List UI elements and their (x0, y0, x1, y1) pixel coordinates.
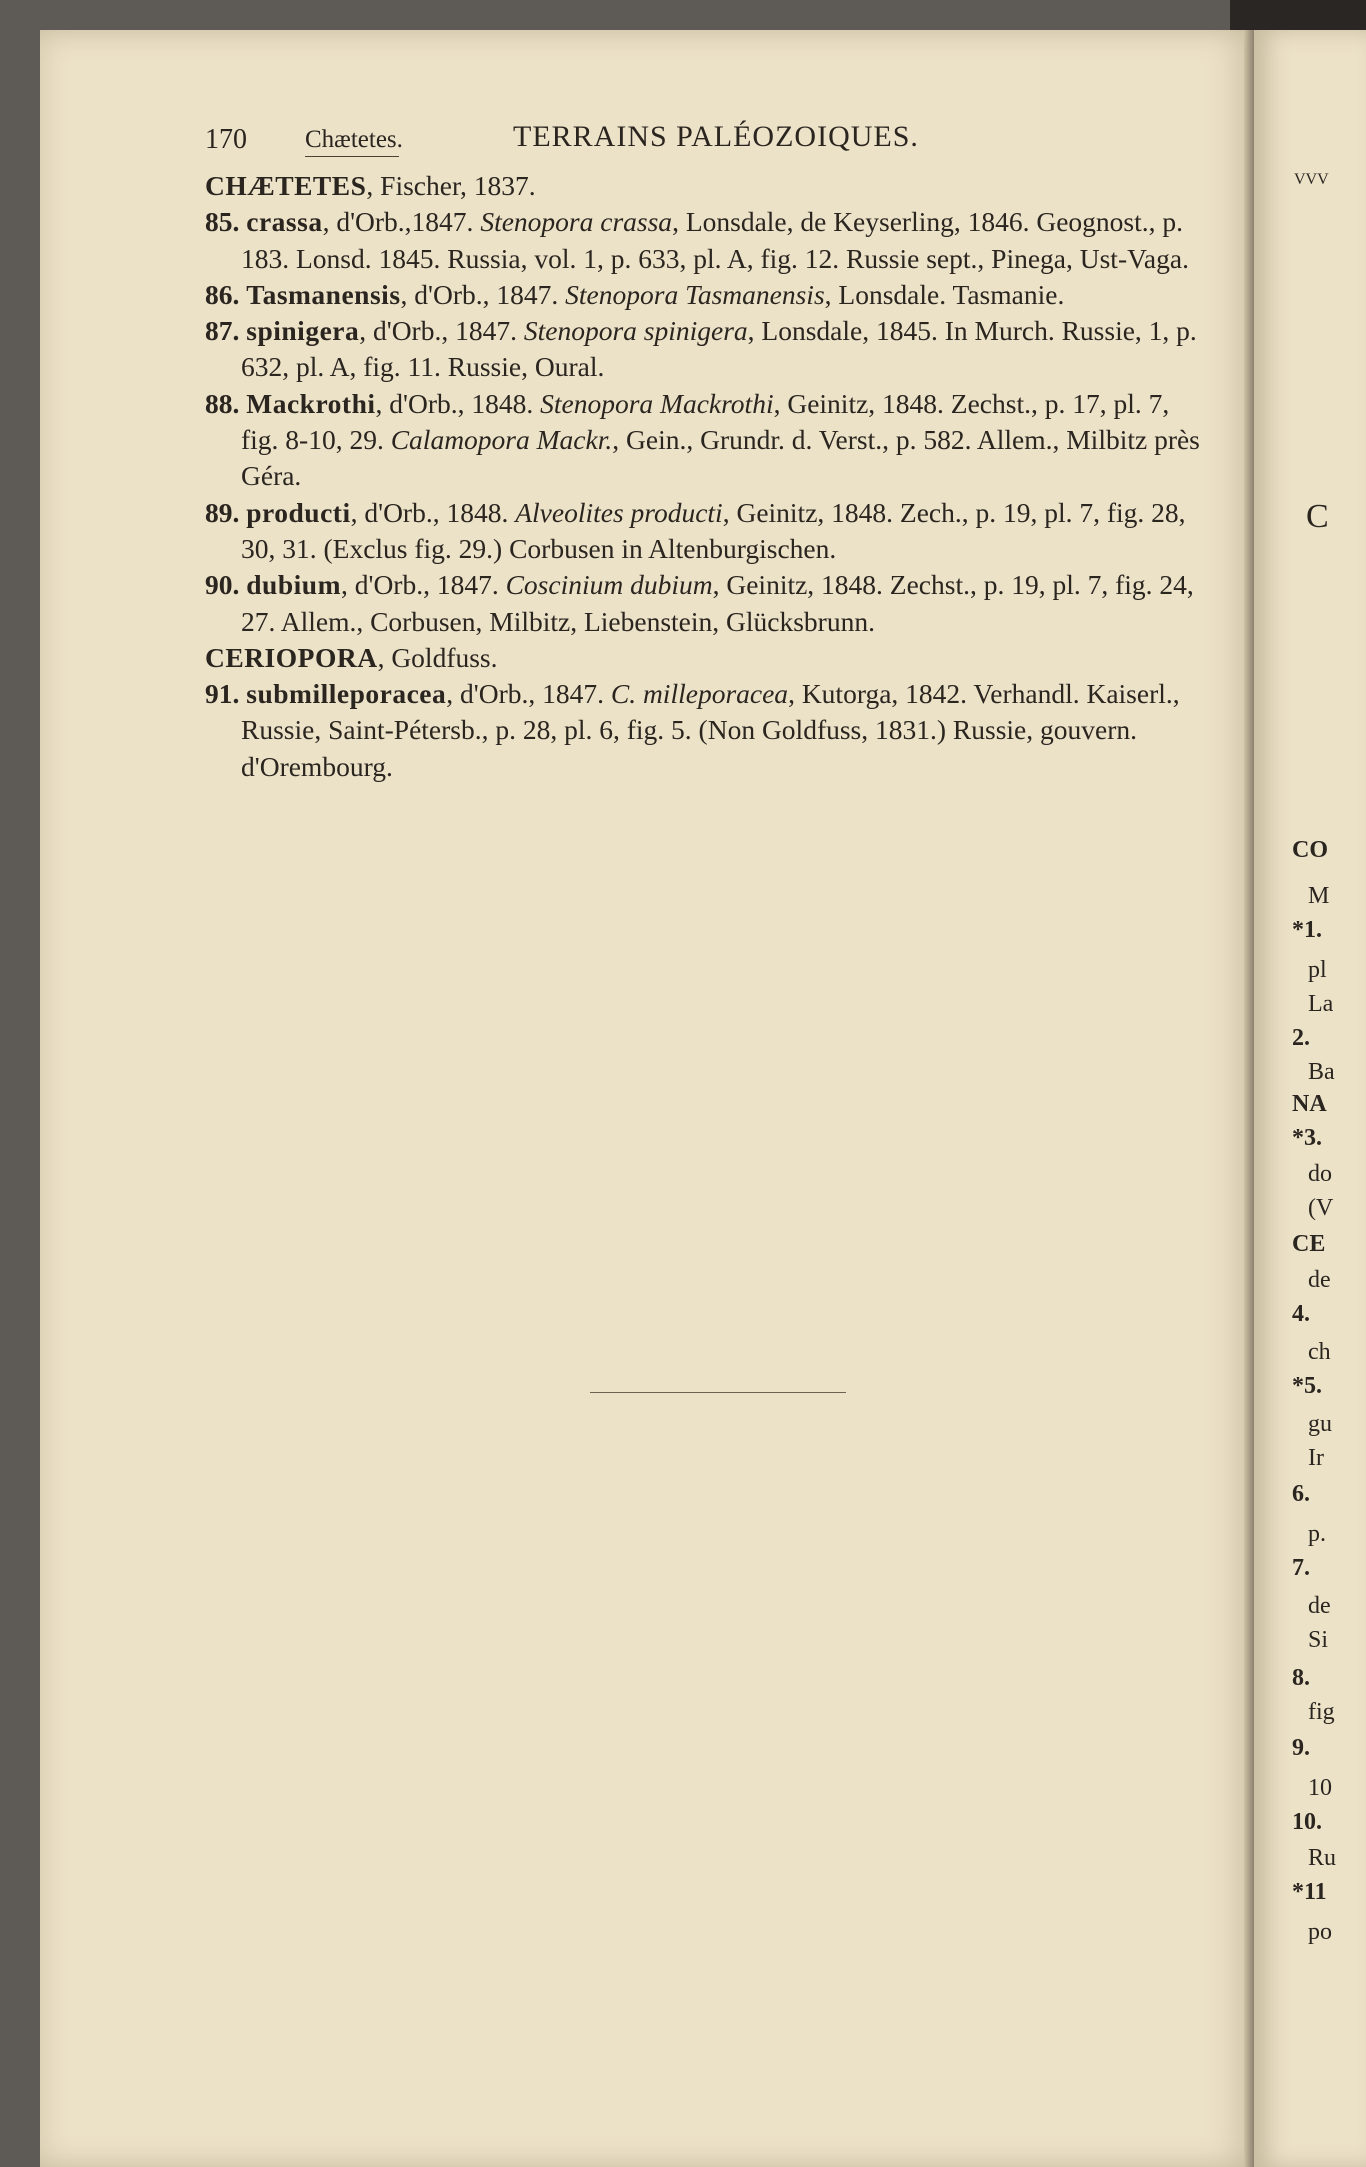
entry-authority: , d'Orb.,1847. (322, 206, 481, 238)
genus-name: CHÆTETES (205, 170, 367, 201)
entry-number: 87. (205, 315, 240, 347)
facing-page-fragment: M (1308, 883, 1330, 909)
facing-page-fragment: 2. (1292, 1025, 1310, 1051)
facing-page-fragment: 10. (1292, 1809, 1322, 1835)
entry-authority: , d'Orb., 1848. (375, 387, 541, 419)
facing-page-fragment: *5. (1292, 1373, 1322, 1399)
facing-page-fragment: 4. (1292, 1301, 1310, 1327)
facing-page-fragment: Ir (1308, 1445, 1324, 1471)
entry-reference: , Geinitz, 1848. Zechst., p. 19, pl. 7, fig. 24, 27. Allem., Corbusen, Milbitz, Liebenstein, Glücksbrunn. (241, 569, 1194, 637)
species-entry (205, 495, 1205, 568)
synonym-name: Coscinium dubium (505, 569, 713, 601)
facing-page-fragment: pl (1308, 957, 1327, 983)
facing-page-fragment: C (1306, 498, 1329, 535)
synonym-name: Stenopora Mackrothi (540, 387, 774, 419)
facing-page-fragment: do (1308, 1161, 1332, 1187)
entry-reference: , Geinitz, 1848. Zechst., p. 17, pl. 7, fig. 8-10, 29. (241, 387, 1170, 456)
facing-page-edge (1254, 30, 1366, 2167)
entry-number: 91. (205, 678, 240, 710)
synonym-name: Stenopora crassa (480, 206, 673, 238)
facing-page-fragment: *3. (1292, 1125, 1322, 1151)
entry-reference: , Lonsdale, de Keyserling, 1846. Geognost., p. 183. Lonsd. 1845. Russia, vol. 1, p. 633, pl. A, fig. 12. Russie sept., Pinega, Ust-Vaga. (241, 206, 1189, 274)
facing-page-fragment: de (1308, 1593, 1331, 1619)
facing-page-fragment: 7. (1292, 1555, 1310, 1581)
species-entry (205, 277, 1205, 313)
facing-page-fragment: de (1308, 1267, 1331, 1293)
genus-authority: , Fischer, 1837. (366, 170, 536, 201)
facing-page-fragment: gu (1308, 1411, 1332, 1437)
species-name: Tasmanensis (246, 278, 401, 310)
facing-page-fragment: (V (1308, 1195, 1334, 1221)
genus-heading (205, 640, 1205, 676)
book-gutter (1244, 30, 1254, 2167)
species-name: Mackrothi (246, 387, 376, 419)
facing-page-fragment: NA (1292, 1091, 1327, 1117)
catalogue-entries (205, 168, 1205, 785)
facing-page-fragment: *1. (1292, 917, 1322, 943)
entry-number: 86. (205, 278, 240, 310)
species-entry (205, 313, 1205, 386)
entry-number: 89. (205, 496, 240, 528)
entry-authority: , d'Orb., 1847. (340, 569, 506, 601)
facing-page-fragment: Ru (1308, 1845, 1337, 1871)
facing-page-fragment: fig (1308, 1699, 1335, 1725)
facing-page-fragment: 8. (1292, 1665, 1310, 1691)
species-name: spinigera (246, 315, 360, 347)
facing-page-fragment: ch (1308, 1339, 1331, 1365)
entry-reference: , Gein., Grundr. d. Verst., p. 582. Allem., Milbitz près Géra. (241, 424, 1200, 492)
facing-page-fragment: p. (1308, 1521, 1326, 1547)
synonym-name: Stenopora spinigera (523, 315, 748, 347)
synonym-name: C. milleporacea (610, 678, 789, 710)
species-entry (205, 386, 1205, 495)
synonym-name: Calamopora Mackr. (390, 424, 613, 456)
running-head: Chætetes. (305, 126, 403, 153)
synonym-name: Stenopora Tasmanensis (565, 278, 825, 310)
genus-name: CERIOPORA (205, 641, 378, 673)
species-entry (205, 567, 1205, 640)
entry-reference: , Lonsdale, 1845. In Murch. Russie, 1, p. 632, pl. A, fig. 11. Russie, Oural. (241, 315, 1197, 383)
entry-authority: , d'Orb., 1847. (446, 678, 611, 710)
genus-authority: , Goldfuss. (377, 641, 498, 673)
section-title: TERRAINS PALÉOZOIQUES. (513, 120, 919, 153)
entry-number: 85. (205, 206, 240, 238)
species-entry (205, 676, 1205, 785)
entry-number: 88. (205, 387, 240, 419)
species-entry (205, 204, 1205, 277)
synonym-name: Alveolites producti (515, 496, 723, 528)
facing-page-fragment: 10 (1308, 1775, 1332, 1801)
facing-page-fragment: CO (1292, 837, 1328, 863)
species-name: crassa (246, 206, 323, 238)
species-name: submilleporacea (246, 678, 447, 710)
species-name: producti (246, 496, 351, 528)
entry-authority: , d'Orb., 1848. (350, 496, 516, 528)
entry-number: 90. (205, 569, 240, 601)
entry-reference: , Lonsdale. Tasmanie. (824, 278, 1065, 310)
entry-authority: , d'Orb., 1847. (359, 315, 524, 347)
genus-heading (205, 168, 1205, 204)
end-rule (590, 1392, 846, 1393)
facing-page-fragment: Si (1308, 1627, 1329, 1653)
facing-page-fragment: 6. (1292, 1481, 1310, 1507)
facing-page-fragment: CE (1292, 1231, 1326, 1257)
entry-reference: , Kutorga, 1842. Verhandl. Kaiserl., Russie, Saint-Pétersb., p. 28, pl. 6, fig. 5. (Non Goldfuss, 1831.) Russie, gouvern. d'Orembourg. (241, 678, 1180, 782)
entry-authority: , d'Orb., 1847. (400, 278, 566, 310)
facing-page-fragment: VVV (1294, 171, 1329, 188)
species-name: dubium (246, 569, 341, 601)
entry-reference: , Geinitz, 1848. Zech., p. 19, pl. 7, fig. 28, 30, 31. (Exclus fig. 29.) Corbusen in Altenburgischen. (241, 496, 1186, 564)
facing-page-fragment: *11 (1292, 1879, 1327, 1905)
page-number: 170 (205, 124, 247, 155)
facing-page-fragment: La (1308, 991, 1334, 1017)
facing-page-fragment: po (1308, 1919, 1332, 1945)
facing-page-fragment: 9. (1292, 1735, 1310, 1761)
facing-page-fragment: Ba (1308, 1059, 1335, 1085)
